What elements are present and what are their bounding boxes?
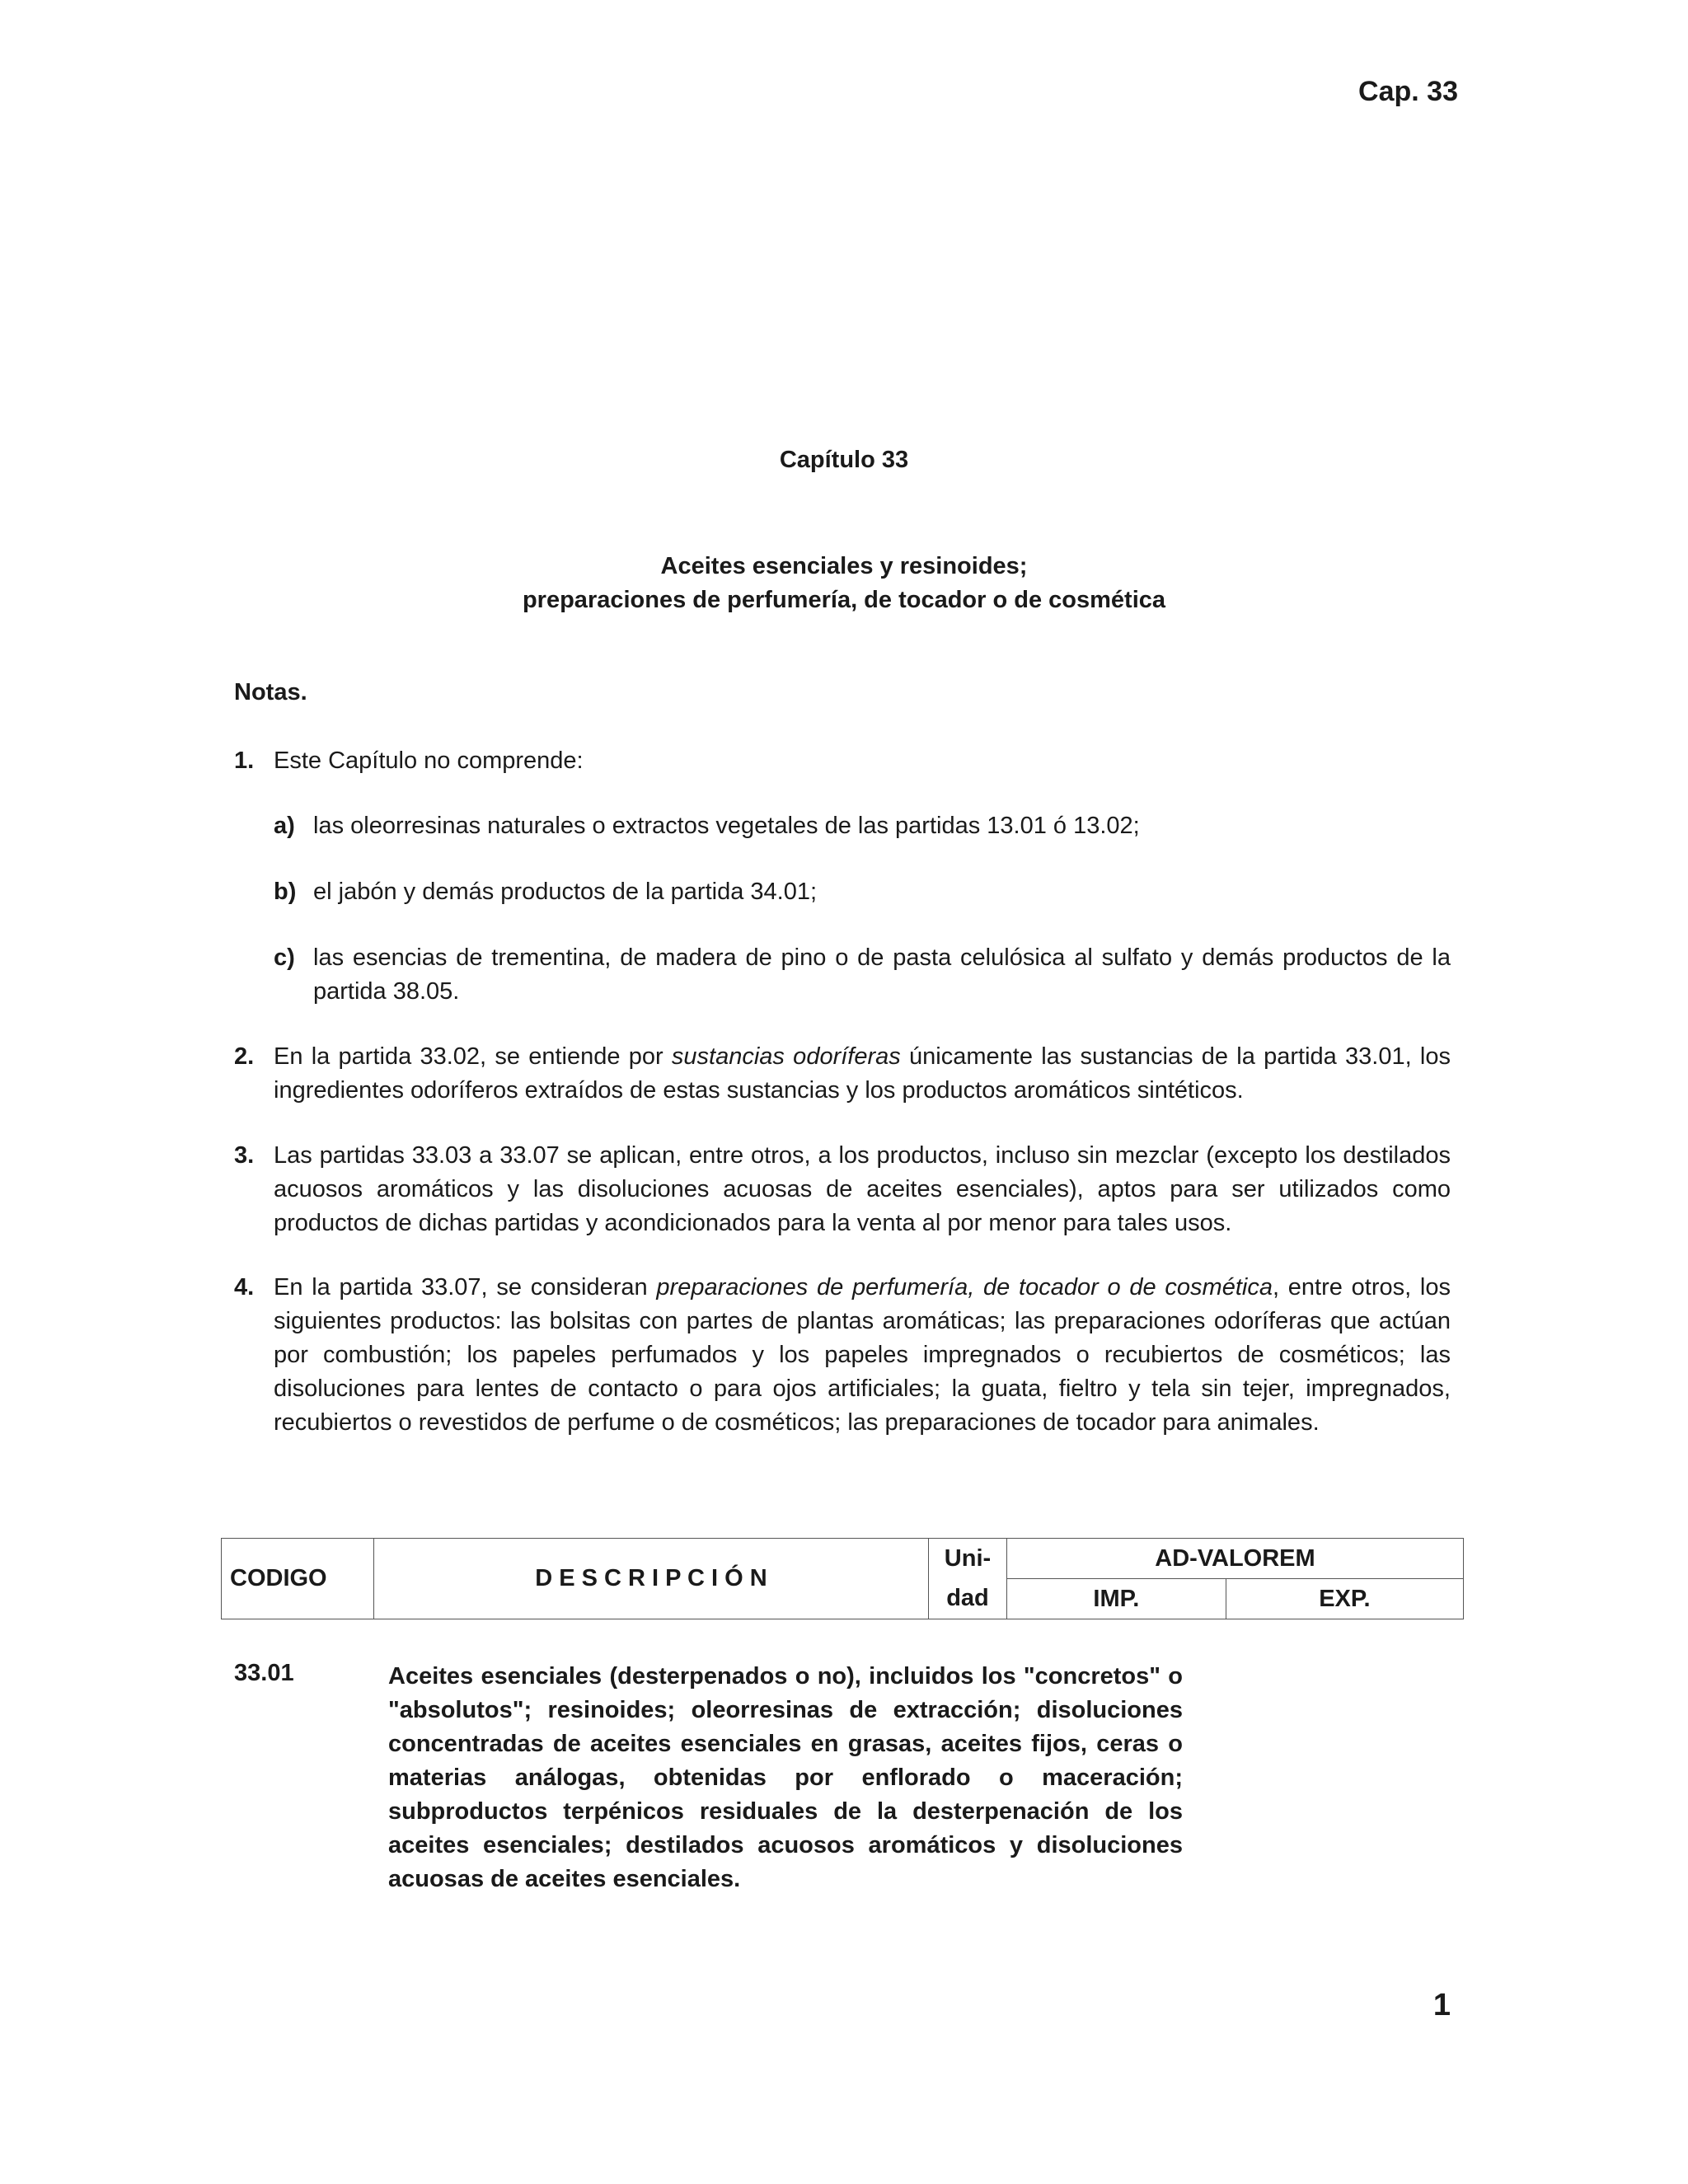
item-letter: b): [274, 879, 297, 905]
note-text-pre: En la partida 33.02, se entiende por: [274, 1043, 672, 1070]
chapter-subtitle: [0, 550, 1688, 617]
header-unit-top: Uni-: [928, 1539, 1006, 1579]
note-text-pre: En la partida 33.07, se consideran: [274, 1274, 657, 1301]
note-text: Este Capítulo no comprende:: [274, 748, 584, 774]
note-number: 3.: [234, 1142, 255, 1169]
note-2: [234, 1040, 1451, 1108]
note-text-post: únicamente las sustancias de la partida 33.01, los ingredientes odoríferos extraídos de estas sustancias y los productos aromáticos sintéticos.: [274, 1043, 1451, 1104]
item-text: el jabón y demás productos de la partida 34.01;: [313, 879, 818, 905]
note-1-item-c: [274, 941, 1451, 1009]
chapter-title: Capítulo 33: [779, 447, 909, 473]
header-code: CODIGO: [222, 1539, 374, 1619]
note-text: [274, 1271, 1451, 1440]
header-exp: EXP.: [1226, 1579, 1463, 1619]
header-advalorem: AD-VALOREM: [1006, 1539, 1463, 1579]
chapter-subtitle-line2: preparaciones de perfumería, de tocador o de cosmética: [522, 587, 1166, 613]
note-3: [234, 1139, 1451, 1240]
item-letter: c): [274, 944, 295, 971]
note-text: [274, 1040, 1451, 1108]
chapter-subtitle-line1: Aceites esenciales y resinoides;: [660, 553, 1028, 579]
heading-description: Aceites esenciales (desterpenados o no), incluidos los "concretos" o "absolutos"; resinoides; oleorresinas de extracción; disoluciones concentradas de aceites esenciales en grasas, aceites fijos, ceras o materias análogas, obtenidas por enflorado o maceración; subproductos terpénicos residuales de la desterpenación de los aceites esenciales; destilados acuosos aromáticos y disoluciones acuosas de aceites esenciales.: [388, 1663, 1183, 1892]
notes-heading: Notas.: [234, 679, 307, 705]
note-1-item-b: [274, 875, 1451, 909]
item-letter: a): [274, 813, 295, 839]
note-4: [234, 1271, 1451, 1440]
note-number: 2.: [234, 1043, 255, 1070]
item-text: las esencias de trementina, de madera de pino o de pasta celulósica al sulfato y demás productos de la partida 38.05.: [313, 944, 1451, 1005]
note-1: [234, 744, 1451, 778]
heading-code: 33.01: [234, 1660, 294, 1686]
page-number: 1: [1432, 1988, 1451, 2022]
note-term: sustancias odoríferas: [671, 1043, 901, 1070]
note-number: 1.: [234, 748, 255, 774]
note-term: preparaciones de perfumería, de tocador o de cosmética: [656, 1274, 1273, 1301]
item-text: las oleorresinas naturales o extractos vegetales de las partidas 13.01 ó 13.02;: [313, 813, 1140, 839]
tariff-table-header: [221, 1538, 1464, 1619]
chapter-reference: Cap. 33: [1358, 76, 1458, 107]
note-1-item-a: [274, 809, 1451, 843]
note-number: 4.: [234, 1274, 255, 1301]
header-unit-bottom: dad: [928, 1579, 1006, 1619]
note-text: Las partidas 33.03 a 33.07 se aplican, entre otros, a los productos, incluso sin mezclar (excepto los destilados acuosos aromáticos y las disoluciones acuosas de aceites esenciales), aptos para ser utilizados como productos de dichas partidas y acondicionados para la venta al por menor para tales usos.: [274, 1142, 1451, 1236]
header-imp: IMP.: [1006, 1579, 1226, 1619]
note-text-post: , entre otros, los siguientes productos: las bolsitas con partes de plantas aromáticas; las preparaciones odoríferas que actúan por combustión; los papeles perfumados y los papeles impregnados o recubiertos de cosméticos; las disoluciones para lentes de contacto o para ojos artificiales; la guata, fieltro y tela sin tejer, impregnados, recubiertos o revestidos de perfume o de cosméticos; las preparaciones de tocador para animales.: [274, 1274, 1451, 1436]
header-description: D E S C R I P C I Ó N: [374, 1539, 929, 1619]
